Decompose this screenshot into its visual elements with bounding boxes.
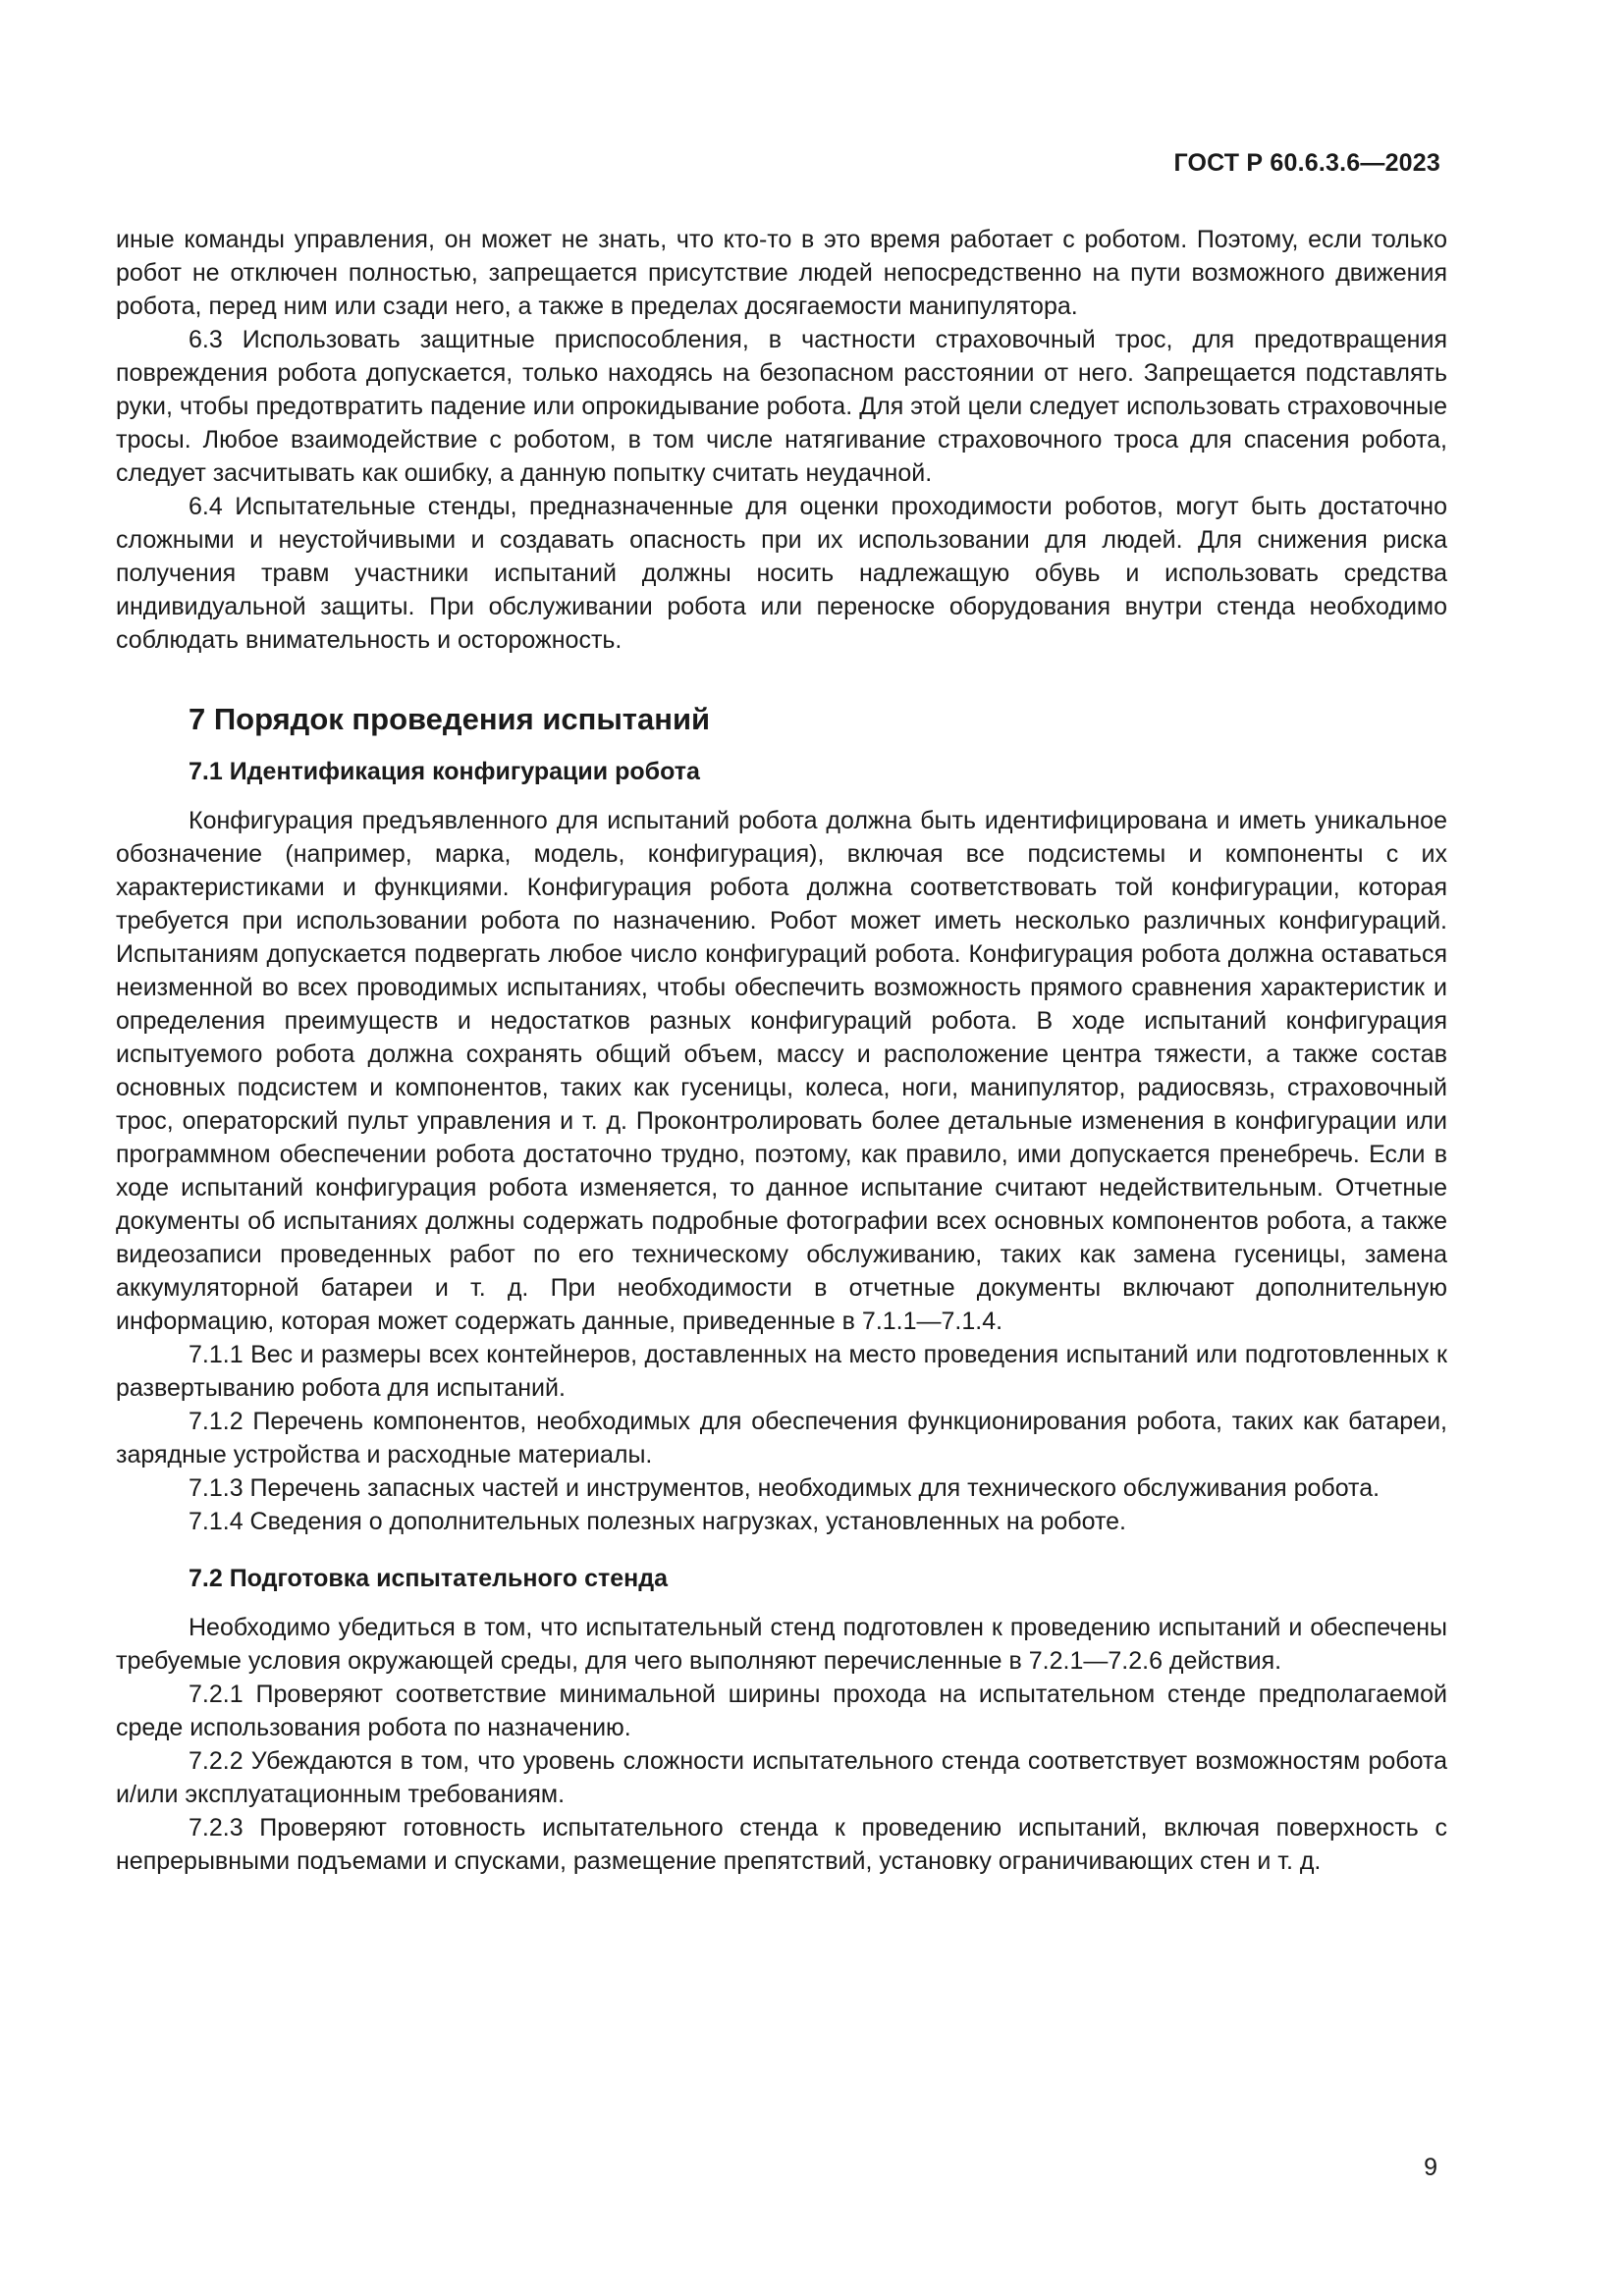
standard-code-header: ГОСТ Р 60.6.3.6—2023 [1173,149,1440,177]
paragraph-7-2-1: 7.2.1 Проверяют соответствие минимальной ширины прохода на испытательном стенде предполагаемой среде использования робота по назначению. [116,1681,1447,1741]
paragraph-6-4: 6.4 Испытательные стенды, предназначенные для оценки проходимости роботов, могут быть достаточно сложными и неустойчивыми и создавать опасность при их использовании для людей. Для снижения риска получения травм участники испытаний должны носить надлежащую обувь и использовать средства индивидуальной защиты. При обслуживании робота или переноске оборудования внутри стенда необходимо соблюдать внимательность и осторожность. [116,493,1447,654]
subsection-7-1-heading: 7.1 Идентификация конфигурации робота [189,758,700,785]
paragraph-7-1-1: 7.1.1 Вес и размеры всех контейнеров, доставленных на место проведения испытаний или подготовленных к развертыванию робота для испытаний. [116,1341,1447,1402]
paragraph-7-1-2: 7.1.2 Перечень компонентов, необходимых для обеспечения функционирования робота, таких как батареи, зарядные устройства и расходные материалы. [116,1408,1447,1468]
paragraph-7-1-3: 7.1.3 Перечень запасных частей и инструментов, необходимых для технического обслуживания робота. [189,1474,1380,1502]
paragraph-7-1-intro: Конфигурация предъявленного для испытаний робота должна быть идентифицирована и иметь уникальное обозначение (например, марка, модель, конфигурация), включая все подсистемы и компоненты с их характеристиками и функциями. Конфигурация робота должна соответствовать той конфигурации, которая требуется при использовании робота по назначению. Робот может иметь несколько различных конфигураций. Испытаниям допускается подвергать любое число конфигураций робота. Конфигурация робота должна оставаться неизменной во всех проводимых испытаниях, чтобы обеспечить возможность прямого сравнения характеристик и определения преимуществ и недостатков разных конфигураций робота. В ходе испытаний конфигурация испытуемого робота должна сохранять общий объем, массу и расположение центра тяжести, а также состав основных подсистем и компонентов, таких как гусеницы, колеса, ноги, манипулятор, радиосвязь, страховочный трос, операторский пульт управления и т. д. Проконтролировать более детальные изменения в конфигурации или программном обеспечении робота достаточно трудно, поэтому, как правило, ими допускается пренебречь. Если в ходе испытаний конфигурация робота изменяется, то данное испытание считают недействительным. Отчетные документы об испытаниях должны содержать подробные фотографии всех основных компонентов робота, а также видеозаписи проведенных работ по его техническому обслуживанию, таких как замена гусеницы, замена аккумуляторной батареи и т. д. При необходимости в отчетные документы включают дополнительную информацию, которая может содержать данные, приведенные в 7.1.1—7.1.4. [116,807,1447,1335]
page-number: 9 [1424,2154,1437,2181]
document-body [116,223,1447,1878]
paragraph-7-2-3: 7.2.3 Проверяют готовность испытательного стенда к проведению испытаний, включая поверхность с непрерывными подъемами и спусками, размещение препятствий, установку ограничивающих стен и т. д. [116,1814,1447,1875]
paragraph-6-2-continuation: иные команды управления, он может не знать, что кто-то в это время работает с роботом. Поэтому, если только робот не отключен полностью, запрещается присутствие людей непосредственно на пути возможного движения робота, перед ним или сзади него, а также в пределах досягаемости манипулятора. [116,226,1447,320]
paragraph-7-2-intro: Необходимо убедиться в том, что испытательный стенд подготовлен к проведению испытаний и обеспечены требуемые условия окружающей среды, для чего выполняют перечисленные в 7.2.1—7.2.6 действия. [116,1614,1447,1675]
paragraph-7-2-2: 7.2.2 Убеждаются в том, что уровень сложности испытательного стенда соответствует возможностям робота и/или эксплуатационным требованиям. [116,1747,1447,1808]
section-7-heading: 7 Порядок проведения испытаний [189,702,711,736]
paragraph-7-1-4: 7.1.4 Сведения о дополнительных полезных нагрузках, установленных на роботе. [189,1508,1126,1535]
paragraph-6-3: 6.3 Использовать защитные приспособления, в частности страховочный трос, для предотвращения повреждения робота допускается, только находясь на безопасном расстоянии от него. Запрещается подставлять руки, чтобы предотвратить падение или опрокидывание робота. Для этой цели следует использовать страховочные тросы. Любое взаимодействие с роботом, в том числе натягивание страховочного троса для спасения робота, следует засчитывать как ошибку, а данную попытку считать неудачной. [116,326,1447,487]
subsection-7-2-heading: 7.2 Подготовка испытательного стенда [189,1565,668,1592]
